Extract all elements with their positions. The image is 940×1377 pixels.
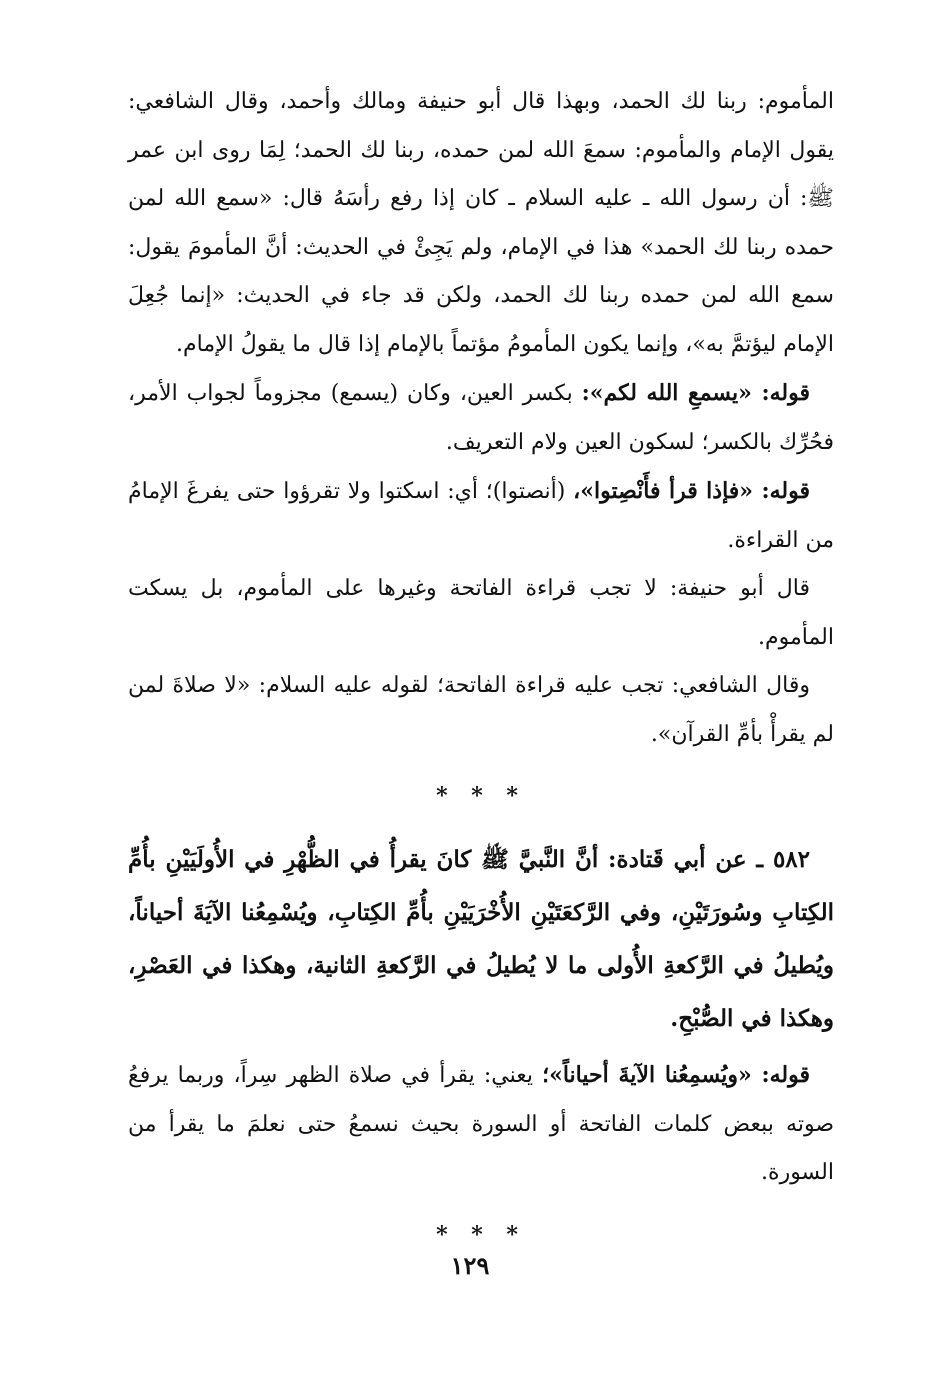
quoted-lead: قوله: «فإذا قرأ فأَنْصِتوا»،	[573, 478, 811, 504]
paragraph-commentary-4: قال أبو حنيفة: لا تجب قراءة الفاتحة وغيرها على المأموم، بل يسكت المأموم.	[128, 576, 834, 650]
paragraph-commentary-6	[128, 1051, 834, 1198]
page-number: ١٢٩	[450, 1251, 490, 1280]
paragraph-text: (أنصتوا)؛ أي: اسكتوا ولا تقرؤوا حتى يفرغَ الإمامُ من القراءة.	[128, 479, 834, 553]
section-separator: * * *	[436, 783, 526, 809]
quoted-lead: قوله: «يسمعِ الله لكم»:	[581, 380, 810, 406]
paragraph-text: يعني: يقرأ في صلاة الظهر سِراً، وربما يرفعُ صوته ببعض كلمات الفاتحة أو السورة بحيث نسمعُ حتى نعلمَ ما يقرأ من السورة.	[128, 1063, 834, 1185]
page-body	[128, 78, 834, 1272]
section-separator-end: * * *	[436, 1221, 526, 1248]
paragraph-text: بكسر العين، وكان (يسمع) مجزوماً لجواب الأمر، فحُرِّك بالكسر؛ لسكون العين ولام التعريف.	[128, 381, 834, 455]
hadith-text: ٥٨٢ ـ عن أبي قَتادة: أنَّ النَّبيَّ ﷺ كانَ يقرأُ في الظُّهْرِ في الأُولَيَيْنِ بأُمِّ الكِتابِ وسُورَتَيْنِ، وفي الرَّكعَتَيْنِ الأُخْرَيَيْنِ بأُمِّ الكِتابِ، ويُسْمِعُنا الآيَةَ أحياناً، ويُطيلُ في الرَّكعةِ الأُولى ما لا يُطيلُ في الرَّكعةِ الثانية، وهكذا في العَصْرِ، وهكذا في الصُّبْحِ.	[128, 846, 834, 1032]
paragraph-commentary-3	[128, 467, 834, 565]
paragraph-commentary-5: وقال الشافعي: تجب عليه قراءة الفاتحة؛ لقوله عليه السلام: «لا صلاةَ لمن لم يقرأْ بأمِّ القرآن».	[128, 673, 834, 747]
quoted-lead: قوله: «ويُسمِعُنا الآيةَ أحياناً»؛	[542, 1062, 810, 1088]
paragraph-commentary-1: المأموم: ربنا لك الحمد، وبهذا قال أبو حنيفة ومالك وأحمد، وقال الشافعي: يقول الإمام والمأموم: سمعَ الله لمن حمده، ربنا لك الحمد؛ لِمَا روى ابن عمر ﷺ: أن رسول الله ـ عليه السلام ـ كان إذا رفع رأسَهُ قال: «سمع الله لمن حمده ربنا لك الحمد» هذا في الإمام، ولم يَجِئْ في الحديث: أنَّ المأمومَ يقول: سمع الله لمن حمده ربنا لك الحمد، ولكن قد جاء في الحديث: «إنما جُعِلَ الإمام ليؤتمَّ به»، وإنما يكون المأمومُ مؤتماً بالإمام إذا قال ما يقولُ الإمام.	[128, 89, 835, 357]
paragraph-commentary-2	[128, 369, 834, 467]
